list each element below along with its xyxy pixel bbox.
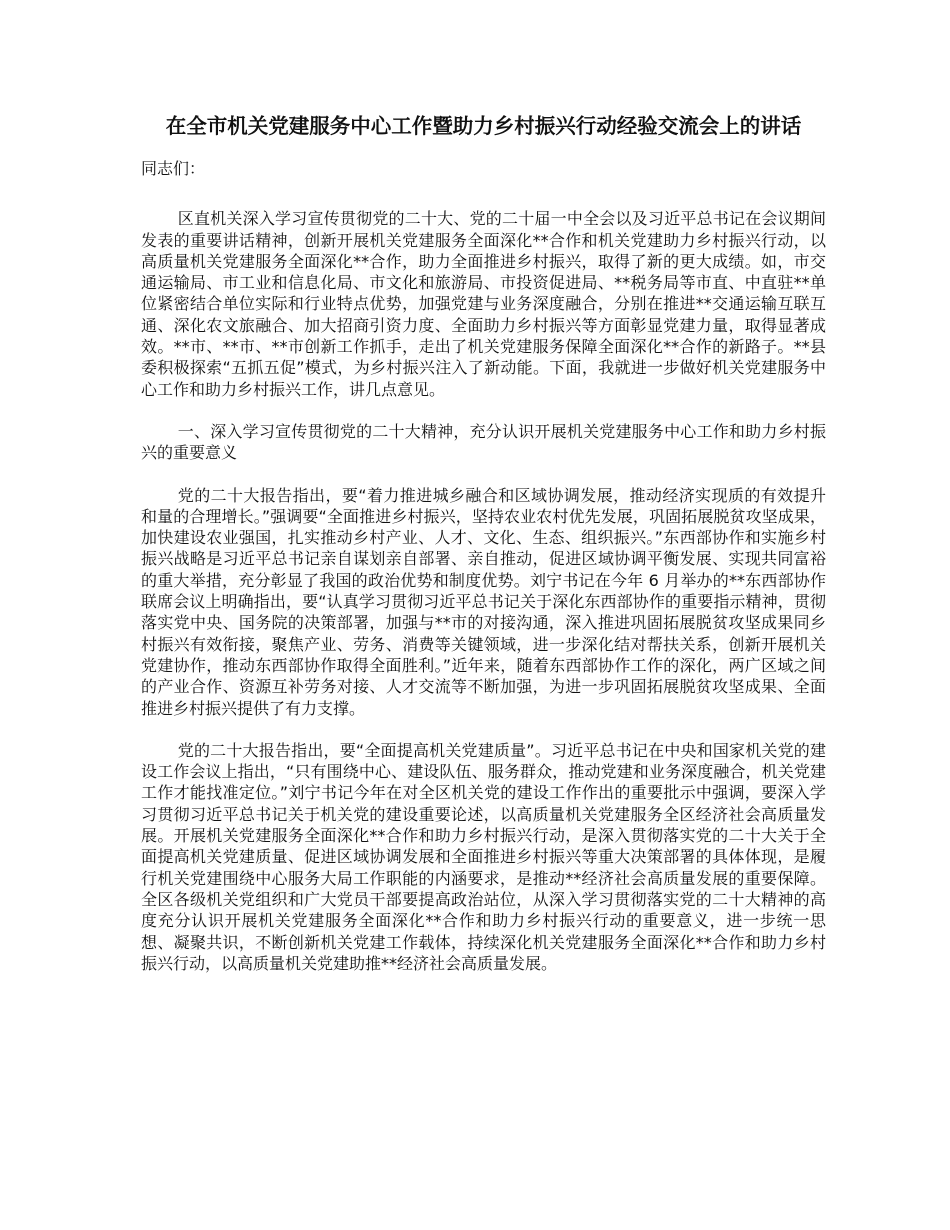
paragraph-intro: 区直机关深入学习宣传贯彻党的二十大、党的二十届一中全会以及习近平总书记在会议期间发表的重要讲话精神，创新开展机关党建服务全面深化**合作和机关党建助力乡村振兴行动，以高质量机关党建服务全面深化**合作，助力全面推进乡村振兴，取得了新的更大成绩。如，市交通运输局、市工业和信息化局、市文化和旅游局、市投资促进局、**税务局等市直、中直驻**单位紧密结合单位实际和行业特点优势，加强党建与业务深度融合，分别在推进**交通运输互联互通、深化农文旅融合、加大招商引资力度、全面助力乡村振兴等方面彰显党建力量，取得显著成效。**市、**市、**市创新工作抓手，走出了机关党建服务保障全面深化**合作的新路子。**县委积极探索“五抓五促”模式，为乡村振兴注入了新动能。下面，我就进一步做好机关党建服务中心工作和助力乡村振兴工作，讲几点意见。 bbox=[141, 209, 826, 399]
section-heading-one: 一、深入学习宣传贯彻党的二十大精神，充分认识开展机关党建服务中心工作和助力乡村振兴的重要意义 bbox=[141, 421, 826, 463]
document-title: 在全市机关党建服务中心工作暨助力乡村振兴行动经验交流会上的讲话 bbox=[165, 114, 802, 138]
paragraph-body-1: 党的二十大报告指出，要“着力推进城乡融合和区域协调发展，推动经济实现质的有效提升和量的合理增长。”强调要“全面推进乡村振兴，坚持农业农村优先发展，巩固拓展脱贫攻坚成果，加快建设农业强国，扎实推动乡村产业、人才、文化、生态、组织振兴。”东西部协作和实施乡村振兴战略是习近平总书记亲自谋划亲自部署、亲自推动，促进区域协调平衡发展、实现共同富裕的重大举措，充分彰显了我国的政治优势和制度优势。刘宁书记在今年 6 月举办的**东西部协作联席会议上明确指出，要“认真学习贯彻习近平总书记关于深化东西部协作的重要指示精神，贯彻落实党中央、国务院的决策部署，加强与**市的对接沟通，深入推进巩固拓展脱贫攻坚成果同乡村振兴有效衔接，聚焦产业、劳务、消费等关键领域，进一步深化结对帮扶关系，创新开展机关党建协作，推动东西部协作取得全面胜利。”近年来，随着东西部协作工作的深化，两广区域之间的产业合作、资源互补劳务对接、人才交流等不断加强，为进一步巩固拓展脱贫攻坚成果、全面推进乡村振兴提供了有力支撑。 bbox=[141, 485, 826, 718]
salutation: 同志们： bbox=[141, 159, 206, 178]
paragraph-body-2: 党的二十大报告指出，要“全面提高机关党建质量”。习近平总书记在中央和国家机关党的建设工作会议上指出，“只有围绕中心、建设队伍、服务群众，推动党建和业务深度融合，机关党建工作才能找准定位。”刘宁书记今年在对全区机关党的建设工作作出的重要批示中强调，要深入学习贯彻习近平总书记关于机关党的建设重要论述，以高质量机关党建服务全区经济社会高质量发展。开展机关党建服务全面深化**合作和助力乡村振兴行动，是深入贯彻落实党的二十大关于全面提高机关党建质量、促进区域协调发展和全面推进乡村振兴等重大决策部署的具体体现，是履行机关党建围绕中心服务大局工作职能的内涵要求，是推动**经济社会高质量发展的重要保障。全区各级机关党组织和广大党员干部要提高政治站位，从深入学习贯彻落实党的二十大精神的高度充分认识开展机关党建服务全面深化**合作和助力乡村振兴行动的重要意义，进一步统一思想、凝聚共识，不断创新机关党建工作载体，持续深化机关党建服务全面深化**合作和助力乡村振兴行动，以高质量机关党建助推**经济社会高质量发展。 bbox=[141, 740, 826, 973]
